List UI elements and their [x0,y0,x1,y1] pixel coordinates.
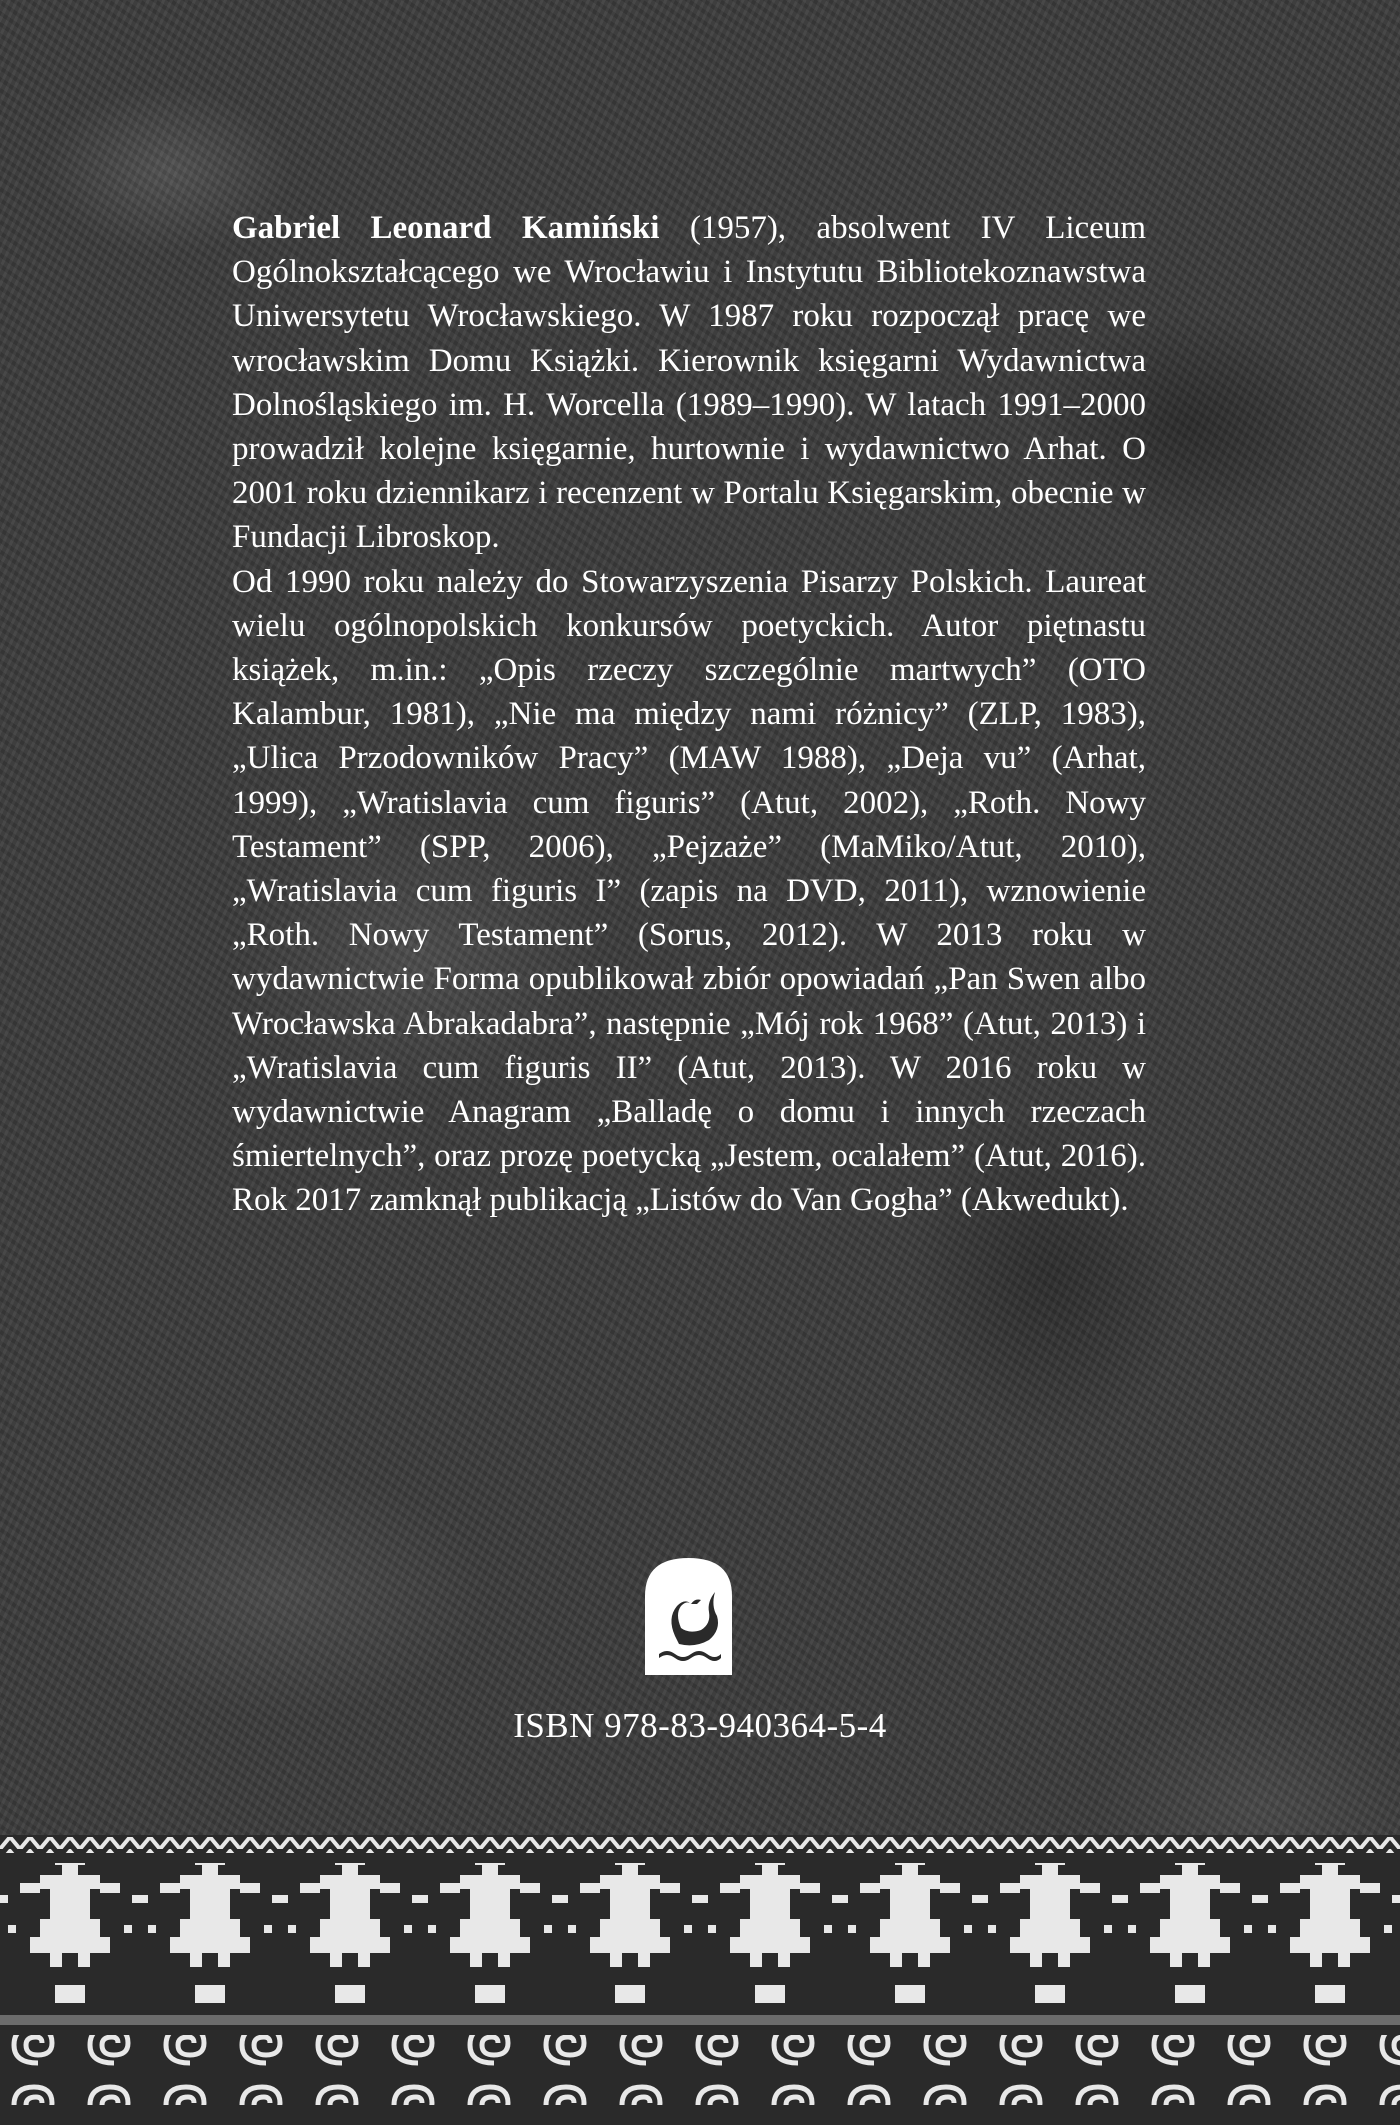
isbn: ISBN 978-83-940364-5-4 [513,1706,887,1745]
folk-pattern-band [0,1835,1400,2125]
author-bio [232,206,1146,1223]
author-name: Gabriel Leonard Kamiński [232,210,660,246]
swan-logo-icon [645,1558,732,1675]
bio-paragraph-2: Od 1990 roku należy do Stowarzyszenia Pisarzy Polskich. Laureat wielu ogólnopolskich konkursów poetyckich. Autor piętnastu książek, m.in.: „Opis rzeczy szczególnie martwych” (OTO Kalambur, 1981), „Nie ma między nami różnicy” (ZLP, 1983), „Ulica Przodowników Pracy” (MAW 1988), „Deja vu” (Arhat, 1999), „Wratislavia cum figuris” (Atut, 2002), „Roth. Nowy Testament” (SPP, 2006), „Pejzaże” (MaMiko/Atut, 2010), „Wratislavia cum figuris I” (zapis na DVD, 2011), wznowienie „Roth. Nowy Testament” (Sorus, 2012). W 2013 roku w wydawnictwie Forma opublikował zbiór opowiadań „Pan Swen albo Wrocławska Abrakadabra”, następnie „Mój rok 1968” (Atut, 2013) i „Wratislavia cum figuris II” (Atut, 2013). W 2016 roku w wydawnictwie Anagram „Balladę o domu i innych rzeczach śmiertelnych”, oraz prozę poetycką „Jestem, ocalałem” (Atut, 2016). Rok 2017 zamknął publikacją „Listów do Van Gogha” (Akwedukt). [232,563,1146,1219]
bio-paragraph-1-text: (1957), absolwent IV Liceum Ogólnokształcącego we Wrocławiu i Instytutu Bibliotekoznawstwa Uniwersytetu Wrocławskiego. W 1987 roku rozpoczął pracę we wrocławskim Domu Książki. Kierownik księgarni Wydawnictwa Dolnośląskiego im. H. Worcella (1989–1990). W latach 1991–2000 prowadził kolejne księgarnie, hurtownie i wydawnictwo Arhat. O 2001 roku dziennikarz i recenzent w Portalu Księgarskim, obecnie w Fundacji Libroskop. [232,210,1146,556]
bio-paragraph-1 [232,206,1146,560]
